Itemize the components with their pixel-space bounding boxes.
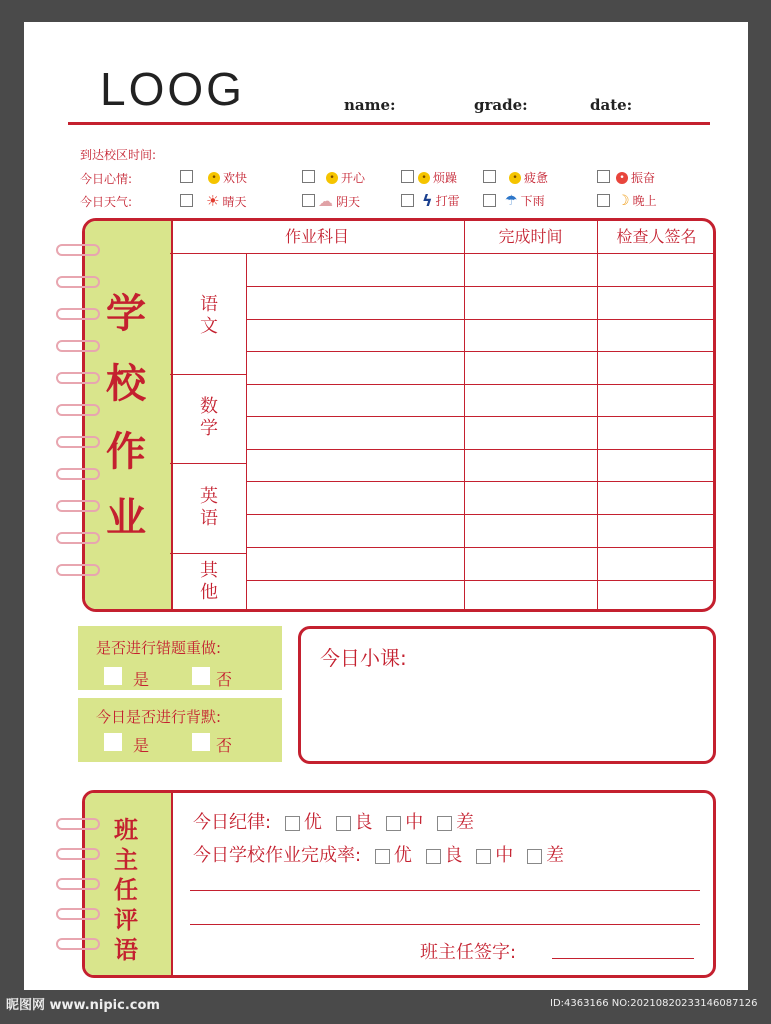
rain-cloud-icon: ☂: [505, 192, 518, 209]
sun-icon: ☀: [206, 192, 220, 210]
recite-no-label: 否: [216, 736, 233, 755]
binder-ring: [56, 372, 100, 384]
signature-label: 班主任签字:: [420, 942, 517, 963]
binder-ring: [56, 878, 100, 890]
mood-checkbox-2[interactable]: [302, 170, 315, 183]
mood-checkbox-3[interactable]: [401, 170, 414, 183]
watermark-right: ID:4363166 NO:20210820233146087126: [550, 998, 758, 1009]
weather-option-5: ☽ 晚上: [617, 192, 657, 209]
comment-title-char-4: 评: [114, 906, 138, 934]
binder-ring: [56, 532, 100, 544]
name-label: name:: [344, 96, 396, 114]
header-divider: [68, 122, 710, 125]
row-line: [246, 384, 713, 385]
row-line: [246, 449, 713, 450]
comment-line-2[interactable]: [190, 924, 700, 925]
mood-option-3: • 烦躁: [418, 169, 457, 186]
homework-title-char-2: 校: [106, 361, 146, 407]
weather-option-2: ☁ 阴天: [318, 192, 361, 210]
weather-checkbox-2[interactable]: [302, 194, 315, 207]
binder-ring: [56, 340, 100, 352]
completion-excellent-checkbox[interactable]: [375, 849, 390, 864]
mood-label: 今日心情:: [80, 172, 133, 186]
redo-yes-checkbox[interactable]: [104, 667, 122, 685]
mood-option-1: • 欢快: [208, 169, 247, 186]
recite-question: 今日是否进行背默:: [96, 708, 222, 726]
date-label: date:: [590, 96, 633, 114]
subject-divider: [170, 374, 246, 375]
redo-question: 是否进行错题重做:: [96, 639, 222, 657]
row-line: [246, 286, 713, 287]
comment-line-1[interactable]: [190, 890, 700, 891]
tired-face-icon: •: [509, 172, 521, 184]
redo-yes-label: 是: [133, 670, 150, 689]
binder-ring: [56, 404, 100, 416]
col-divider-1: [464, 221, 465, 609]
today-lesson-title: 今日小课:: [320, 646, 407, 670]
recite-yes-label: 是: [133, 736, 150, 755]
weather-checkbox-4[interactable]: [483, 194, 496, 207]
mood-checkbox-4[interactable]: [483, 170, 496, 183]
mood-option-2: • 开心: [326, 169, 365, 186]
weather-option-4: ☂ 下雨: [505, 192, 545, 209]
binder-ring: [56, 468, 100, 480]
binder-ring: [56, 436, 100, 448]
homework-title-char-3: 作: [106, 429, 146, 475]
arrival-time-label: 到达校区时间:: [80, 148, 157, 162]
watermark-left: 昵图网 www.nipic.com: [6, 998, 160, 1013]
smile-face-icon: •: [326, 172, 338, 184]
row-line: [246, 416, 713, 417]
row-line: [246, 547, 713, 548]
comment-title-char-5: 语: [114, 936, 138, 964]
subject-chinese: 语 文: [200, 294, 218, 337]
col-divider-subject: [246, 253, 247, 609]
comment-title-char-2: 主: [114, 846, 138, 874]
weather-checkbox-5[interactable]: [597, 194, 610, 207]
col-header-time: 完成时间: [498, 227, 563, 246]
binder-ring: [56, 564, 100, 576]
mood-checkbox-5[interactable]: [597, 170, 610, 183]
recite-yes-checkbox[interactable]: [104, 733, 122, 751]
recite-no-checkbox[interactable]: [192, 733, 210, 751]
subject-other: 其 他: [200, 560, 218, 603]
binder-ring: [56, 308, 100, 320]
binder-ring: [56, 818, 100, 830]
binder-ring: [56, 244, 100, 256]
cloud-icon: ☁: [318, 192, 333, 210]
discipline-row: 今日纪律: 优 良 中 差: [193, 812, 475, 833]
row-line: [246, 351, 713, 352]
subject-english: 英 语: [200, 486, 218, 529]
comment-title-char-3: 任: [114, 876, 138, 904]
weather-option-3: ϟ 打雷: [422, 191, 460, 210]
mood-checkbox-1[interactable]: [180, 170, 193, 183]
completion-fair-checkbox[interactable]: [476, 849, 491, 864]
binder-ring: [56, 848, 100, 860]
moon-icon: ☽: [617, 192, 630, 209]
subject-divider: [170, 553, 246, 554]
binder-ring: [56, 938, 100, 950]
redo-no-checkbox[interactable]: [192, 667, 210, 685]
binder-ring: [56, 276, 100, 288]
binder-ring: [56, 908, 100, 920]
mood-option-4: • 疲惫: [509, 169, 548, 186]
discipline-fair-checkbox[interactable]: [386, 816, 401, 831]
subject-math: 数 学: [200, 396, 218, 439]
excited-face-icon: •: [616, 172, 628, 184]
row-line: [246, 580, 713, 581]
subject-divider: [170, 463, 246, 464]
col-divider-2: [597, 221, 598, 609]
weather-label: 今日天气:: [80, 195, 133, 209]
col-header-subject: 作业科目: [284, 227, 349, 246]
comment-title-char-1: 班: [114, 816, 138, 844]
mood-option-5: • 振奋: [616, 169, 655, 186]
lightning-icon: ϟ: [422, 191, 433, 210]
completion-good-checkbox[interactable]: [426, 849, 441, 864]
homework-title-char-4: 业: [106, 495, 146, 541]
row-line: [246, 514, 713, 515]
grade-label: grade:: [474, 96, 528, 114]
weather-checkbox-3[interactable]: [401, 194, 414, 207]
redo-no-label: 否: [216, 670, 233, 689]
discipline-poor-checkbox[interactable]: [437, 816, 452, 831]
col-header-signature: 检查人签名: [616, 227, 697, 246]
completion-poor-checkbox[interactable]: [527, 849, 542, 864]
discipline-excellent-checkbox[interactable]: [285, 816, 300, 831]
annoyed-face-icon: •: [418, 172, 430, 184]
completion-row: 今日学校作业完成率: 优 良 中 差: [193, 845, 565, 866]
row-line: [246, 481, 713, 482]
logo: LOOG: [100, 63, 245, 115]
weather-option-1: ☀ 晴天: [206, 192, 247, 210]
discipline-good-checkbox[interactable]: [336, 816, 351, 831]
homework-title-char-1: 学: [106, 291, 146, 337]
happy-face-icon: •: [208, 172, 220, 184]
header-row-divider: [170, 253, 713, 254]
binder-ring: [56, 500, 100, 512]
weather-checkbox-1[interactable]: [180, 194, 193, 207]
row-line: [246, 319, 713, 320]
signature-line[interactable]: [552, 958, 694, 959]
